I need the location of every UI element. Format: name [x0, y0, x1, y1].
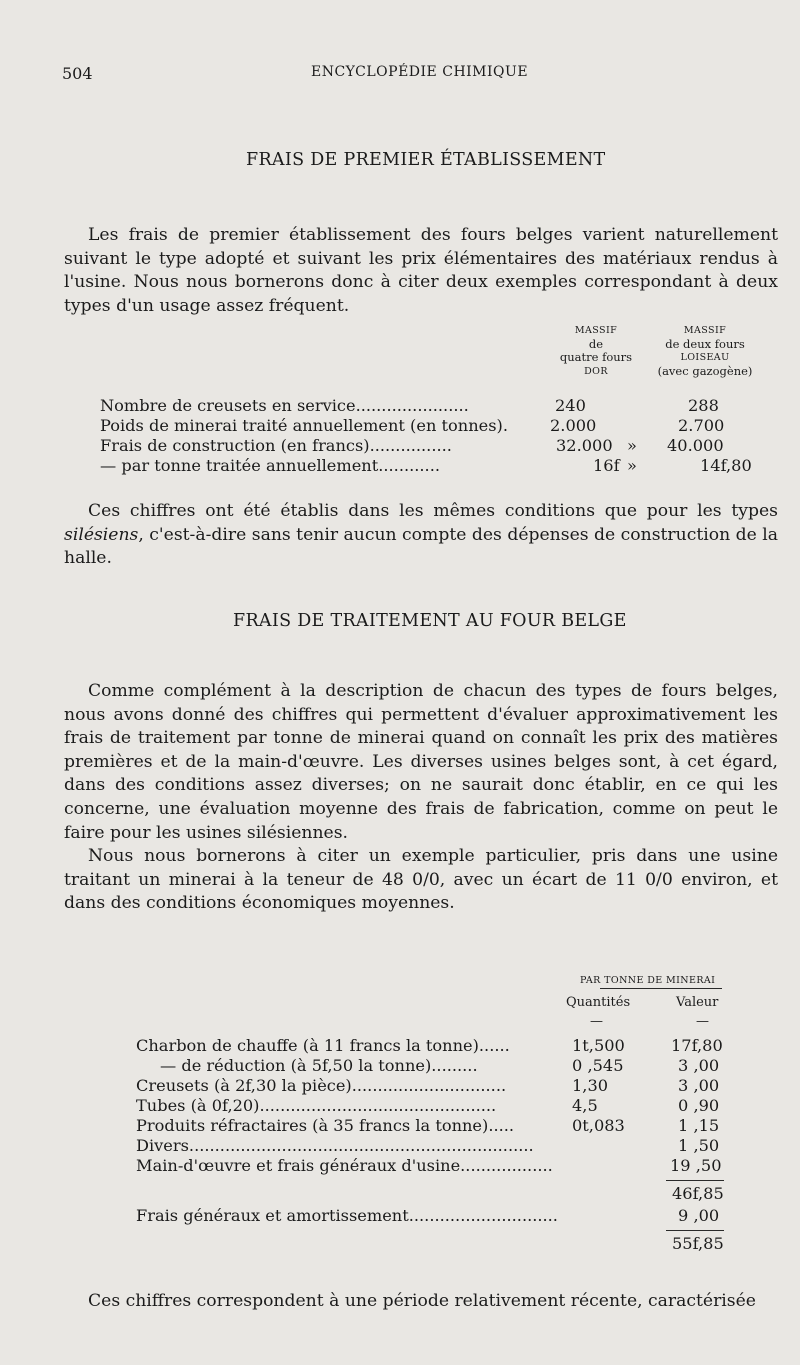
- amortissement-value: 9 ,00: [678, 1206, 720, 1225]
- col-loiseau-l4: (avec gazogène): [657, 363, 753, 378]
- row-quantity: 1,30: [572, 1076, 609, 1095]
- row-value: 19 ,50: [670, 1156, 722, 1175]
- row-value-dor: 240: [555, 396, 586, 415]
- table1-col-loiseau: [652, 324, 758, 378]
- section1-title: FRAIS DE PREMIER ÉTABLISSEMENT: [246, 150, 606, 170]
- row-separator: »: [627, 436, 637, 455]
- table1-col-dor: [548, 324, 644, 378]
- col-loiseau-l3: LOISEAU: [680, 352, 730, 363]
- row-label: Divers...................................................................: [136, 1136, 534, 1155]
- section2-para2: Nous nous bornerons à citer un exemple particulier, pris dans une usine traitant un minerai à la teneur de 48 0/0, avec un écart de 11 0/0 environ, et dans des conditions économiques moyennes.: [64, 846, 778, 914]
- row-value: 3 ,00: [678, 1076, 720, 1095]
- row-value-loiseau: 14f,80: [700, 456, 752, 475]
- row-value: 17f,80: [671, 1036, 723, 1055]
- section2-body: [64, 680, 778, 916]
- col-dor-l4: DOR: [584, 365, 608, 377]
- row-label: Produits réfractaires (à 35 francs la tonne).....: [136, 1116, 515, 1135]
- row-quantity: 4,5: [572, 1096, 598, 1115]
- subtotal-rule: [666, 1180, 724, 1181]
- conclusion-post: , c'est-à-dire sans tenir aucun compte des dépenses de construction de la halle.: [64, 524, 779, 569]
- row-value: 1 ,15: [678, 1116, 720, 1135]
- col-quantites-dash: —: [590, 1014, 603, 1029]
- page-number: 504: [62, 64, 93, 83]
- row-label: Frais de construction (en francs)................: [100, 436, 452, 455]
- section1-intro-text: Les frais de premier établissement des fours belges varient naturellement suivant le type adopté et suivant les prix élémentaires des matériaux rendus à l'usine. Nous nous bornerons donc à citer deux exemples correspondant à deux types d'un usage assez fréquent.: [64, 225, 778, 316]
- row-value: 3 ,00: [678, 1056, 720, 1075]
- row-value-dor: 16f: [593, 456, 620, 475]
- row-value-dor: 2.000: [550, 416, 597, 435]
- row-quantity: 0t,083: [572, 1116, 625, 1135]
- col-dor-l1: MASSIF: [574, 325, 618, 336]
- conclusion-pre: Ces chiffres ont été établis dans les mêmes conditions que pour les types: [88, 501, 778, 521]
- total-rule: [666, 1230, 724, 1231]
- row-separator: »: [627, 456, 637, 475]
- col-dor-l2: de: [588, 336, 604, 351]
- section1-conclusion-text: [64, 500, 778, 571]
- col-loiseau-l1: MASSIF: [683, 325, 727, 336]
- row-quantity: 1t,500: [572, 1036, 625, 1055]
- row-value-dor: 32.000: [556, 436, 613, 455]
- total-value: 55f,85: [672, 1234, 724, 1253]
- caption-underline: [600, 988, 722, 989]
- col-quantites-header: Quantités: [566, 995, 631, 1010]
- subtotal-value: 46f,85: [672, 1184, 724, 1203]
- row-value-loiseau: 288: [688, 396, 719, 415]
- row-label: Poids de minerai traité annuellement (en tonnes).: [100, 416, 508, 435]
- section1-intro: [64, 224, 778, 318]
- row-value: 1 ,50: [678, 1136, 720, 1155]
- row-label: Creusets (à 2f,30 la pièce)..............................: [136, 1076, 507, 1095]
- running-title: ENCYCLOPÉDIE CHIMIQUE: [311, 64, 529, 80]
- row-label: Charbon de chauffe (à 11 francs la tonne)......: [136, 1036, 510, 1055]
- row-label: Tubes (à 0f,20)..............................................: [136, 1096, 497, 1115]
- section2-para1: Comme complément à la description de chacun des types de fours belges, nous avons donné des chiffres qui permettent d'évaluer approximativement les frais de traitement par tonne de minerai quand on connaît les prix des matières premières et de la main-d'œuvre. Les diverses usines belges sont, à cet égard, dans des conditions assez diverses; on ne saurait donc établir, en ce qui les concerne, une évaluation moyenne des frais de fabrication, comme on peut le faire pour les usines silésiennes.: [64, 681, 778, 843]
- row-value-loiseau: 40.000: [667, 436, 724, 455]
- col-valeur-dash: —: [696, 1014, 709, 1029]
- section2-title: FRAIS DE TRAITEMENT AU FOUR BELGE: [233, 611, 627, 631]
- section1-conclusion: [64, 500, 778, 571]
- table2-caption: PAR TONNE DE MINERAI: [580, 975, 716, 986]
- col-loiseau-l2: de deux fours: [665, 336, 745, 351]
- conclusion-emphasis: silésiens: [64, 524, 139, 545]
- row-value-loiseau: 2.700: [678, 416, 725, 435]
- row-value: 0 ,90: [678, 1096, 720, 1115]
- footer-line: Ces chiffres correspondent à une période relativement récente, caractérisée: [88, 1291, 756, 1311]
- col-dor-l3: quatre fours: [559, 350, 633, 364]
- col-valeur-header: Valeur: [676, 995, 719, 1010]
- row-label: Main-d'œuvre et frais généraux d'usine..................: [136, 1156, 553, 1175]
- amortissement-label: Frais généraux et amortissement.............................: [136, 1206, 558, 1225]
- row-quantity: 0 ,545: [572, 1056, 624, 1075]
- row-label: Nombre de creusets en service......................: [100, 396, 469, 415]
- row-label: — de réduction (à 5f,50 la tonne).........: [160, 1056, 478, 1075]
- row-label: — par tonne traitée annuellement............: [100, 456, 440, 475]
